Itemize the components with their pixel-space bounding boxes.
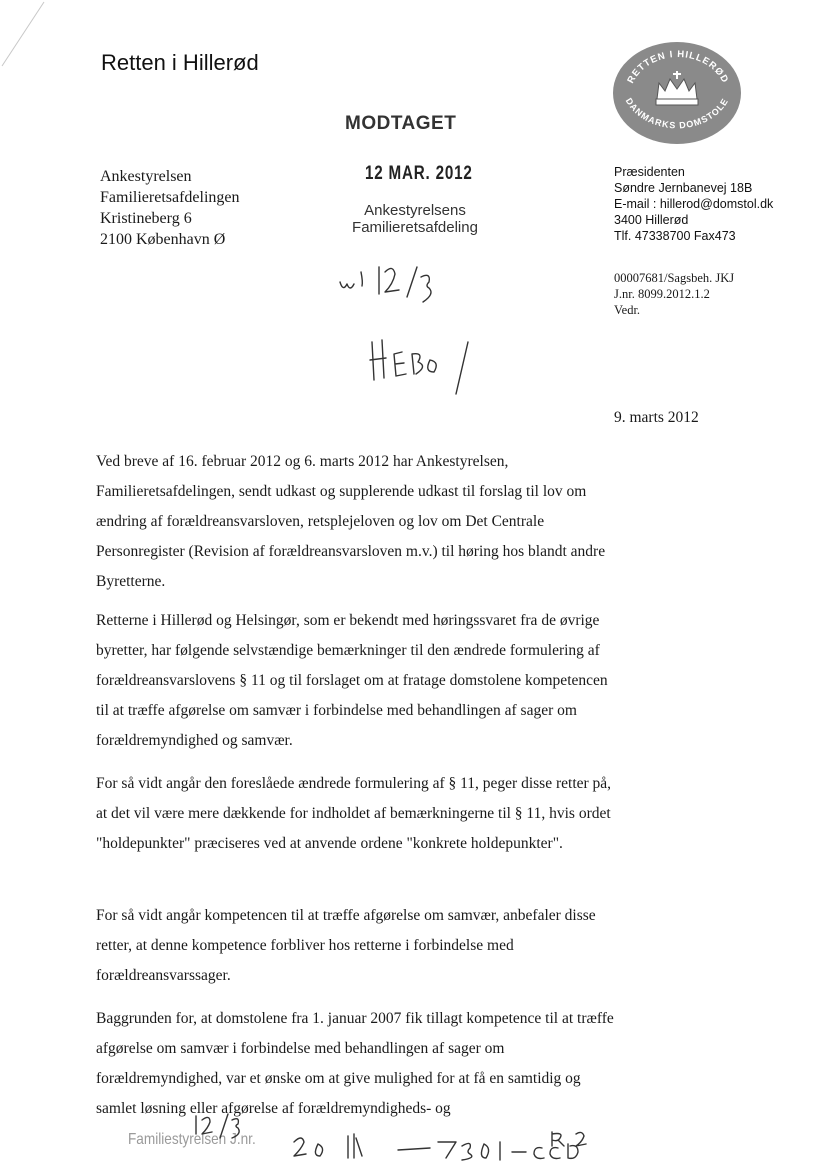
recipient-line: Kristineberg 6	[100, 210, 192, 227]
sender-title: Præsidenten	[614, 165, 685, 179]
court-name: Retten i Hillerød	[101, 50, 259, 75]
stamp-org-line2: Familieretsafdeling	[352, 219, 478, 236]
body-paragraph: For så vidt angår kompetencen til at træffe afgørelse om samvær, anbefaler disse retter, at denne kompetence forbliver hos retterne i forbindelse med forældreansvarssager.	[96, 907, 596, 984]
seal-arc-bottom-text: DANMARKS DOMSTOLE	[623, 96, 731, 131]
handwritten-initials	[368, 332, 478, 402]
body-paragraph: Ved breve af 16. februar 2012 og 6. marts 2012 har Ankestyrelsen, Familieretsafdelingen, sendt udkast og supplerende udkast til forslag til lov om ændring af forældreansvarsloven, retsplejeloven og lov om Det Centrale Personregister (Revision af forældreansvarsloven m.v.) til høring hos blandt andre Byretterne.	[96, 453, 606, 590]
sender-phone: Tlf. 47338700 Fax473	[614, 229, 736, 243]
court-seal-logo	[612, 41, 742, 145]
seal-arc-top-text: RETTEN I HILLERØD	[625, 48, 731, 86]
body-paragraph: Baggrunden for, at domstolene fra 1. januar 2007 fik tillagt kompetence til at træffe afgørelse om samvær i forbindelse med behandlingen af sager om forældremyndighed, var et ønske om at give mulighed for at få en samtidig og samlet løsning eller afgørelse af forældremyndigheds- og	[96, 1010, 614, 1117]
reference-block	[614, 270, 734, 318]
footer-stamp: Familiestyrelsen J.nr.	[128, 1131, 256, 1148]
letter-date: 9. marts 2012	[614, 409, 699, 426]
stamp-org-line1: Ankestyrelsens	[364, 202, 466, 219]
body-paragraph: For så vidt angår den foreslåede ændrede formulering af § 11, peger disse retter på, at det vil være mere dækkende for indholdet af bemærkningerne til § 11, hvis ordet "holdepunkter" præciseres ved at anvende ordene "konkrete holdepunkter".	[96, 775, 612, 852]
handwritten-footer-date	[190, 1112, 250, 1142]
recipient-address	[100, 166, 240, 250]
scan-edge-line	[0, 0, 60, 70]
sender-block	[614, 164, 773, 244]
recipient-line: Ankestyrelsen	[100, 168, 192, 185]
body-paragraph: Retterne i Hillerød og Helsingør, som er bekendt med høringssvaret fra de øvrige byretter, har følgende selvstændige bemærkninger til den ændrede formulering af forældreansvarslovens § 11 og til forslaget om at fratage domstolene kompetencen til at træffe afgørelse om samvær i forbindelse med behandlingen af sager om forældremyndighed og samvær.	[96, 612, 608, 749]
case-reference: 00007681/Sagsbeh. JKJ	[614, 271, 735, 285]
received-stamp-date: 12 MAR. 2012	[365, 163, 473, 184]
journal-number: J.nr. 8099.2012.1.2	[614, 287, 710, 301]
handwritten-footer-number	[290, 1112, 610, 1162]
sender-city: 3400 Hillerød	[614, 213, 689, 227]
sender-street: Søndre Jernbanevej 18B	[614, 181, 753, 195]
received-stamp-org	[330, 202, 500, 236]
sender-email: E-mail : hillerod@domstol.dk	[614, 197, 774, 211]
received-stamp-label: MODTAGET	[345, 113, 457, 134]
regarding-label: Vedr.	[614, 303, 641, 317]
handwritten-note-date	[335, 262, 455, 317]
recipient-line: Familieretsafdelingen	[100, 189, 240, 206]
recipient-line: 2100 København Ø	[100, 231, 226, 248]
